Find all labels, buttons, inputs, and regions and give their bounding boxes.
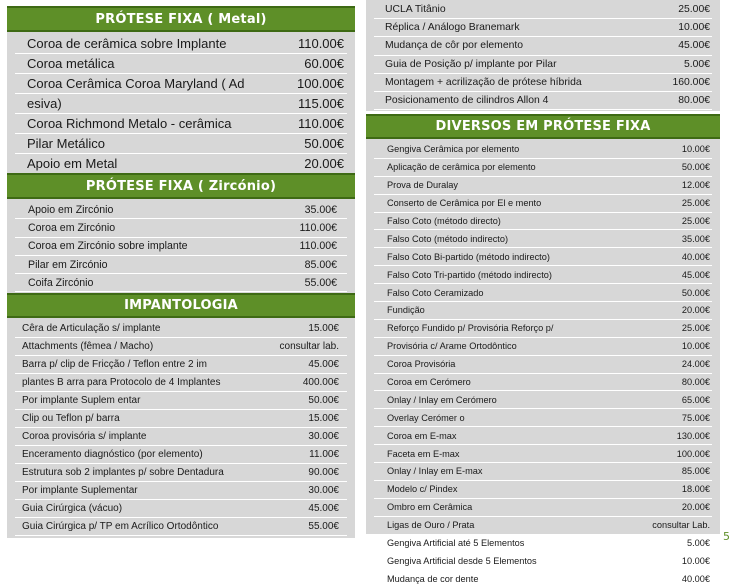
item-name: Barra p/ clip de Fricção / Teflon entre 2 im <box>22 359 207 370</box>
item-name: Coroa de cerâmica sobre Implante <box>27 36 227 51</box>
price-list-impantologia <box>7 318 355 538</box>
item-price: 400.00€ <box>302 377 339 388</box>
price-row <box>374 552 712 570</box>
item-price: 12.00€ <box>681 180 710 191</box>
price-row <box>15 446 347 464</box>
price-row <box>15 428 347 446</box>
item-price: 50.00€ <box>304 136 344 151</box>
price-row <box>374 248 712 266</box>
section-header-impantologia: IMPANTOLOGIA <box>7 293 355 318</box>
price-list-metal <box>7 32 355 173</box>
item-price: 85.00€ <box>681 466 710 477</box>
price-row <box>374 481 712 499</box>
item-price: 20.00€ <box>681 305 710 316</box>
price-row <box>15 374 347 392</box>
item-price: 25.00€ <box>681 198 710 209</box>
item-price: 5.00€ <box>683 58 710 70</box>
price-row <box>15 464 347 482</box>
price-row <box>15 134 347 154</box>
item-name: Mudança de cor dente <box>387 573 479 584</box>
price-row <box>374 266 712 284</box>
item-price: 25.00€ <box>681 216 710 226</box>
item-name: Gengiva Cerâmica por elemento <box>387 144 520 155</box>
item-price: 20.00€ <box>681 502 710 513</box>
price-row <box>374 391 712 409</box>
item-name: Prova de Duralay <box>387 180 458 191</box>
item-name: Onlay / Inlay em Cerómero <box>387 394 497 405</box>
section-header-protese-fixa-zirconio: PRÓTESE FIXA ( Zircónio) <box>7 173 355 199</box>
item-name: Falso Coto Ceramizado <box>387 287 484 298</box>
price-row <box>374 141 712 159</box>
price-list-impantologia-continued <box>366 0 720 111</box>
price-row <box>374 1 712 19</box>
item-name: Guia Cirúrgica (vácuo) <box>22 503 123 514</box>
item-price: 160.00€ <box>672 76 710 88</box>
item-name: Coroa em E-max <box>387 430 457 441</box>
price-row <box>374 37 712 55</box>
item-name: Ligas de Ouro / Prata <box>387 520 475 531</box>
item-name: Overlay Cerómer o <box>387 412 465 423</box>
item-price: 45.00€ <box>681 269 710 280</box>
item-price: 35.00€ <box>304 203 337 216</box>
item-price: 25.00€ <box>681 323 710 334</box>
item-name: Modelo c/ Pindex <box>387 484 458 495</box>
item-name: Conserto de Cerâmica por El e mento <box>387 198 542 209</box>
item-price: consultar Lab. <box>652 520 710 531</box>
item-name: Montagem + acrilização de prótese híbrida <box>385 76 582 88</box>
item-price: 85.00€ <box>304 258 337 271</box>
item-price: 115.00€ <box>297 96 344 111</box>
item-name: Coroa provisória s/ implante <box>22 431 147 442</box>
price-row <box>374 56 712 74</box>
item-name: Apoio em Zircónio <box>28 203 114 216</box>
price-row <box>374 302 712 320</box>
item-name: Clip ou Teflon p/ barra <box>22 413 120 424</box>
item-name: plantes B arra para Protocolo de 4 Implantes <box>22 377 221 388</box>
item-name: Provisória c/ Arame Ortodôntico <box>387 341 517 352</box>
item-price: 110.00€ <box>299 240 337 253</box>
item-price: 75.00€ <box>681 412 710 423</box>
item-name: Coifa Zircónio <box>28 276 94 289</box>
item-price: 80.00€ <box>678 95 710 107</box>
price-row <box>374 19 712 37</box>
price-row <box>374 409 712 427</box>
item-name: Mudança de côr por elemento <box>385 40 524 52</box>
item-price: 50.00€ <box>681 287 710 298</box>
price-row <box>15 54 347 74</box>
price-row <box>374 374 712 392</box>
item-price: 45.00€ <box>678 40 710 52</box>
price-row <box>15 392 347 410</box>
item-price: 50.00€ <box>308 395 339 406</box>
item-name: Por implante Suplementar <box>22 485 138 496</box>
item-name: esiva) <box>27 96 62 111</box>
price-row <box>15 518 347 536</box>
item-name: Coroa Richmond Metalo - cerâmica <box>27 116 232 131</box>
price-row <box>374 499 712 517</box>
item-price: 40.00€ <box>681 573 710 584</box>
item-name: Enceramento diagnóstico (por elemento) <box>22 449 203 460</box>
item-price: 45.00€ <box>308 359 339 370</box>
item-name: Fundição <box>387 305 425 316</box>
price-row <box>374 74 712 92</box>
price-row <box>374 445 712 463</box>
item-name: Aplicação de cerâmica por elemento <box>387 162 536 173</box>
item-name: Réplica / Análogo Branemark <box>385 22 520 34</box>
price-row <box>374 92 712 110</box>
price-row <box>15 256 347 274</box>
item-price: 65.00€ <box>681 394 710 405</box>
item-price: 55.00€ <box>304 276 337 289</box>
item-price: 30.00€ <box>308 485 339 496</box>
item-name: Coroa metálica <box>27 56 115 71</box>
item-name: Posicionamento de cilindros Allon 4 <box>385 95 549 107</box>
price-row <box>374 463 712 481</box>
item-name: Cêra de Articulação s/ implante <box>22 323 161 334</box>
price-row <box>15 201 347 219</box>
price-row <box>374 570 712 588</box>
item-name: Falso Coto Tri-partido (método indirecto) <box>387 269 552 280</box>
price-row <box>15 274 347 292</box>
item-name: Reforço Fundido p/ Provisória Reforço p/ <box>387 323 554 334</box>
price-list-zirconio <box>7 199 355 293</box>
item-price: 25.00€ <box>678 4 710 16</box>
left-column <box>7 0 355 538</box>
item-name: Pilar em Zircónio <box>28 258 108 271</box>
item-name: Attachments (fêmea / Macho) <box>22 341 154 352</box>
item-name: Falso Coto (método indirecto) <box>387 233 509 244</box>
item-name: Faceta em E-max <box>387 448 460 459</box>
price-row <box>15 114 347 134</box>
section-header-protese-fixa-metal: PRÓTESE FIXA ( Metal) <box>7 6 355 32</box>
item-name: Coroa em Zircónio <box>28 221 116 234</box>
item-price: 15.00€ <box>308 323 339 334</box>
item-name: Gengiva Artificial até 5 Elementos <box>387 538 525 549</box>
item-name: Falso Coto (método directo) <box>387 216 501 226</box>
price-row <box>374 284 712 302</box>
item-name: Ombro em Cerâmica <box>387 502 473 513</box>
item-price: 15.00€ <box>308 413 339 424</box>
item-name: Falso Coto Bi-partido (método indirecto) <box>387 251 550 262</box>
price-row <box>374 230 712 248</box>
item-name: Guia de Posição p/ implante por Pilar <box>385 58 557 70</box>
item-price: 11.00€ <box>309 449 339 460</box>
item-name: Coroa Cerâmica Coroa Maryland ( Ad <box>27 76 245 91</box>
item-price: 40.00€ <box>681 251 710 262</box>
price-row <box>374 177 712 195</box>
price-row <box>15 410 347 428</box>
item-name: Gengiva Artificial desde 5 Elementos <box>387 555 537 566</box>
price-row <box>15 34 347 54</box>
item-name: Coroa em Cerómero <box>387 377 471 388</box>
item-price: 110.00€ <box>299 221 337 234</box>
price-list-diversos <box>366 139 720 584</box>
item-name: Por implante Suplem entar <box>22 395 141 406</box>
item-price: 24.00€ <box>681 359 710 370</box>
item-name: Onlay / Inlay em E-max <box>387 466 483 477</box>
item-price: 50.00€ <box>681 162 710 173</box>
item-name: Estrutura sob 2 implantes p/ sobre Dentadura <box>22 467 224 478</box>
item-name: UCLA Titânio <box>385 4 446 16</box>
price-row <box>15 338 347 356</box>
item-price: 5.00€ <box>687 538 710 549</box>
item-price: 60.00€ <box>304 56 344 71</box>
item-price: 30.00€ <box>308 431 339 442</box>
item-price: 10.00€ <box>678 22 710 34</box>
item-price: 10.00€ <box>681 341 710 352</box>
item-price: 110.00€ <box>297 36 344 51</box>
price-row <box>15 482 347 500</box>
right-column <box>366 0 720 584</box>
price-row <box>15 238 347 256</box>
item-name: Coroa em Zircónio sobre implante <box>28 240 188 253</box>
price-row <box>374 195 712 213</box>
price-row <box>374 427 712 445</box>
price-row <box>374 356 712 374</box>
price-row <box>374 338 712 356</box>
price-row <box>15 219 347 237</box>
price-row <box>15 154 347 174</box>
price-row <box>374 535 712 553</box>
item-price: 35.00€ <box>681 233 710 244</box>
item-name: Pilar Metálico <box>27 136 106 151</box>
price-row <box>374 213 712 231</box>
item-price: 20.00€ <box>304 156 344 171</box>
item-price: 55.00€ <box>308 521 339 532</box>
item-price: 10.00€ <box>681 144 710 155</box>
price-row <box>15 94 347 114</box>
price-row <box>374 159 712 177</box>
price-row <box>374 320 712 338</box>
item-price: 110.00€ <box>297 116 344 131</box>
price-row <box>15 356 347 374</box>
item-price: 130.00€ <box>676 430 710 441</box>
item-price: 100.00€ <box>676 448 710 459</box>
section-header-diversos-protese-fixa: DIVERSOS EM PRÓTESE FIXA <box>366 114 720 139</box>
item-name: Apoio em Metal <box>27 156 118 171</box>
item-price: 18.00€ <box>681 484 710 495</box>
item-price: 10.00€ <box>681 555 710 566</box>
item-price: 90.00€ <box>308 467 339 478</box>
price-row <box>15 74 347 94</box>
price-row <box>15 500 347 518</box>
item-name: Coroa Provisória <box>387 359 456 370</box>
item-price: consultar lab. <box>279 341 339 352</box>
item-price: 45.00€ <box>308 503 339 514</box>
item-price: 100.00€ <box>297 76 344 91</box>
page-number: 5 <box>723 530 730 543</box>
item-price: 80.00€ <box>681 377 710 388</box>
price-row <box>374 517 712 535</box>
price-row <box>15 320 347 338</box>
item-name: Guia Cirúrgica p/ TP em Acrílico Ortodôntico <box>22 521 219 532</box>
